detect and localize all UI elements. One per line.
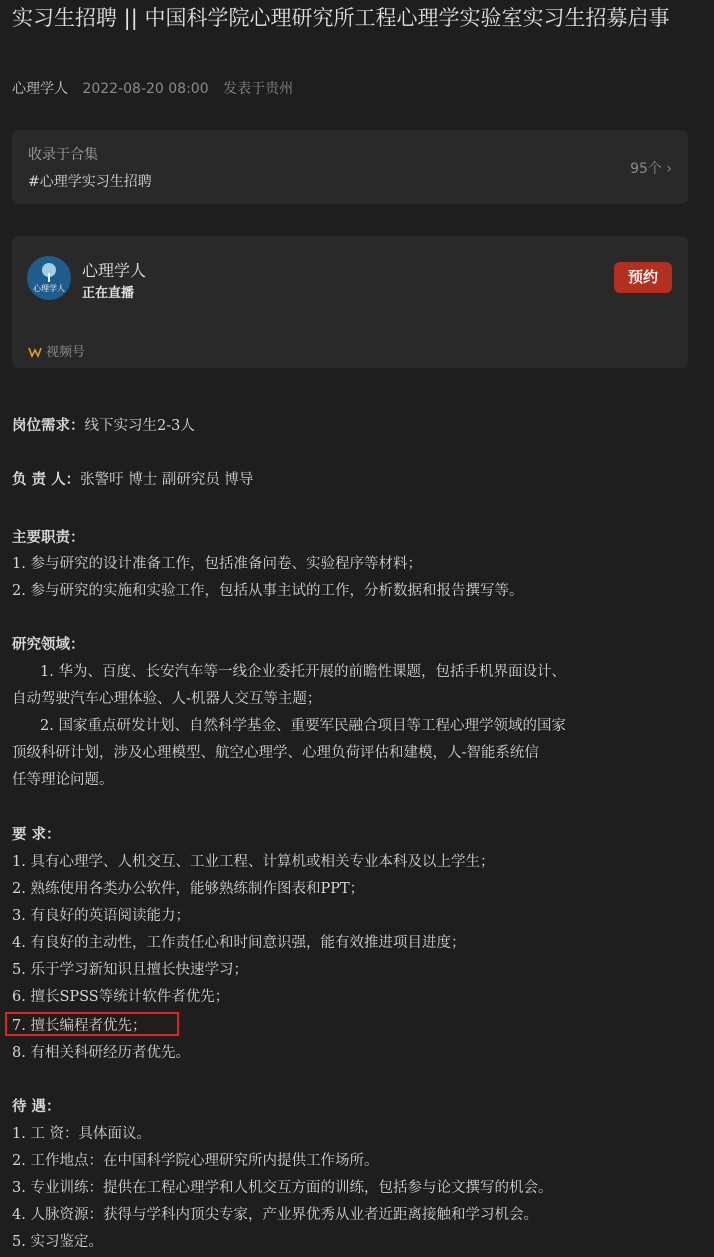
article-meta — [12, 78, 293, 98]
position-value: 线下实习生2-3人 — [84, 418, 195, 434]
leader-label: 负 责 人： — [12, 471, 81, 488]
collection-card[interactable] — [12, 130, 688, 204]
leader-value: 张警吁 博士 副研究员 博导 — [80, 472, 254, 488]
list-item: 自动驾驶汽车心理体验、人-机器人交互等主题； — [12, 691, 322, 707]
list-item: 2. 熟练使用各类办公软件，能够熟练制作图表和PPT； — [12, 881, 365, 897]
list-item: 8. 有相关科研经历者优先。 — [12, 1045, 190, 1061]
list-item: 1. 华为、百度、长安汽车等一线企业委托开展的前瞻性课题，包括手机界面设计、 — [40, 664, 566, 680]
reserve-button[interactable]: 预约 — [614, 262, 672, 293]
publish-location: 发表于贵州 — [223, 81, 294, 97]
list-item: 顶级科研计划，涉及心理模型、航空心理学、心理负荷评估和建模，人-智能系统信 — [12, 745, 539, 761]
collection-tag[interactable]: #心理学实习生招聘 — [28, 174, 152, 190]
list-item: 4. 人脉资源：获得与学科内顶尖专家，产业界优秀从业者近距离接触和学习机会。 — [12, 1207, 538, 1223]
list-item: 3. 有良好的英语阅读能力； — [12, 908, 190, 924]
collection-count-text: 95个 — [630, 161, 662, 177]
list-item: 任等理论问题。 — [12, 772, 114, 788]
list-item: 1. 参与研究的设计准备工作，包括准备问卷、实验程序等材料； — [12, 556, 422, 572]
list-item: 2. 工作地点：在中国科学院心理研究所内提供工作场所。 — [12, 1153, 379, 1169]
video-channel-label — [28, 341, 85, 360]
list-item: 2. 国家重点研发计划、自然科学基金、重要军民融合项目等工程心理学领域的国家 — [40, 718, 566, 734]
video-channel-icon — [28, 346, 42, 358]
list-item-highlighted: 7. 擅长编程者优先； — [12, 1018, 147, 1034]
highlight-box — [5, 1012, 179, 1036]
leader-line — [12, 468, 253, 489]
collection-count[interactable] — [630, 158, 672, 178]
avatar-text: 心理学人 — [33, 284, 65, 293]
requirements-heading: 要 求： — [12, 826, 61, 843]
avatar[interactable] — [27, 256, 71, 300]
position-label: 岗位需求： — [12, 417, 85, 434]
list-item: 6. 擅长SPSS等统计软件者优先； — [12, 989, 230, 1005]
live-card[interactable] — [12, 236, 688, 368]
list-item: 4. 有良好的主动性，工作责任心和时间意识强，能有效推进项目进度； — [12, 935, 466, 951]
list-item: 5. 乐于学习新知识且擅长快速学习； — [12, 962, 248, 978]
author-link[interactable]: 心理学人 — [12, 81, 68, 97]
article-title: 实习生招聘 || 中国科学院心理研究所工程心理学实验室实习生招募启事 — [12, 6, 670, 30]
list-item: 3. 专业训练：提供在工程心理学和人机交互方面的训练，包括参与论文撰写的机会。 — [12, 1180, 553, 1196]
list-item: 2. 参与研究的实施和实验工作，包括从事主试的工作，分析数据和报告撰写等。 — [12, 583, 524, 599]
chevron-right-icon: › — [666, 161, 672, 177]
list-item: 1. 工 资：具体面议。 — [12, 1126, 152, 1142]
video-channel-text: 视频号 — [46, 345, 86, 360]
live-status: 正在直播 — [82, 286, 135, 301]
publish-date: 2022-08-20 08:00 — [82, 81, 209, 97]
benefits-heading: 待 遇： — [12, 1098, 61, 1115]
research-heading: 研究领域： — [12, 636, 85, 653]
position-line — [12, 414, 195, 435]
list-item: 1. 具有心理学、人机交互、工业工程、计算机或相关专业本科及以上学生； — [12, 854, 495, 870]
duties-heading: 主要职责： — [12, 529, 85, 546]
list-item: 5. 实习鉴定。 — [12, 1234, 103, 1250]
collection-label: 收录于合集 — [28, 147, 98, 163]
channel-name: 心理学人 — [82, 261, 147, 280]
